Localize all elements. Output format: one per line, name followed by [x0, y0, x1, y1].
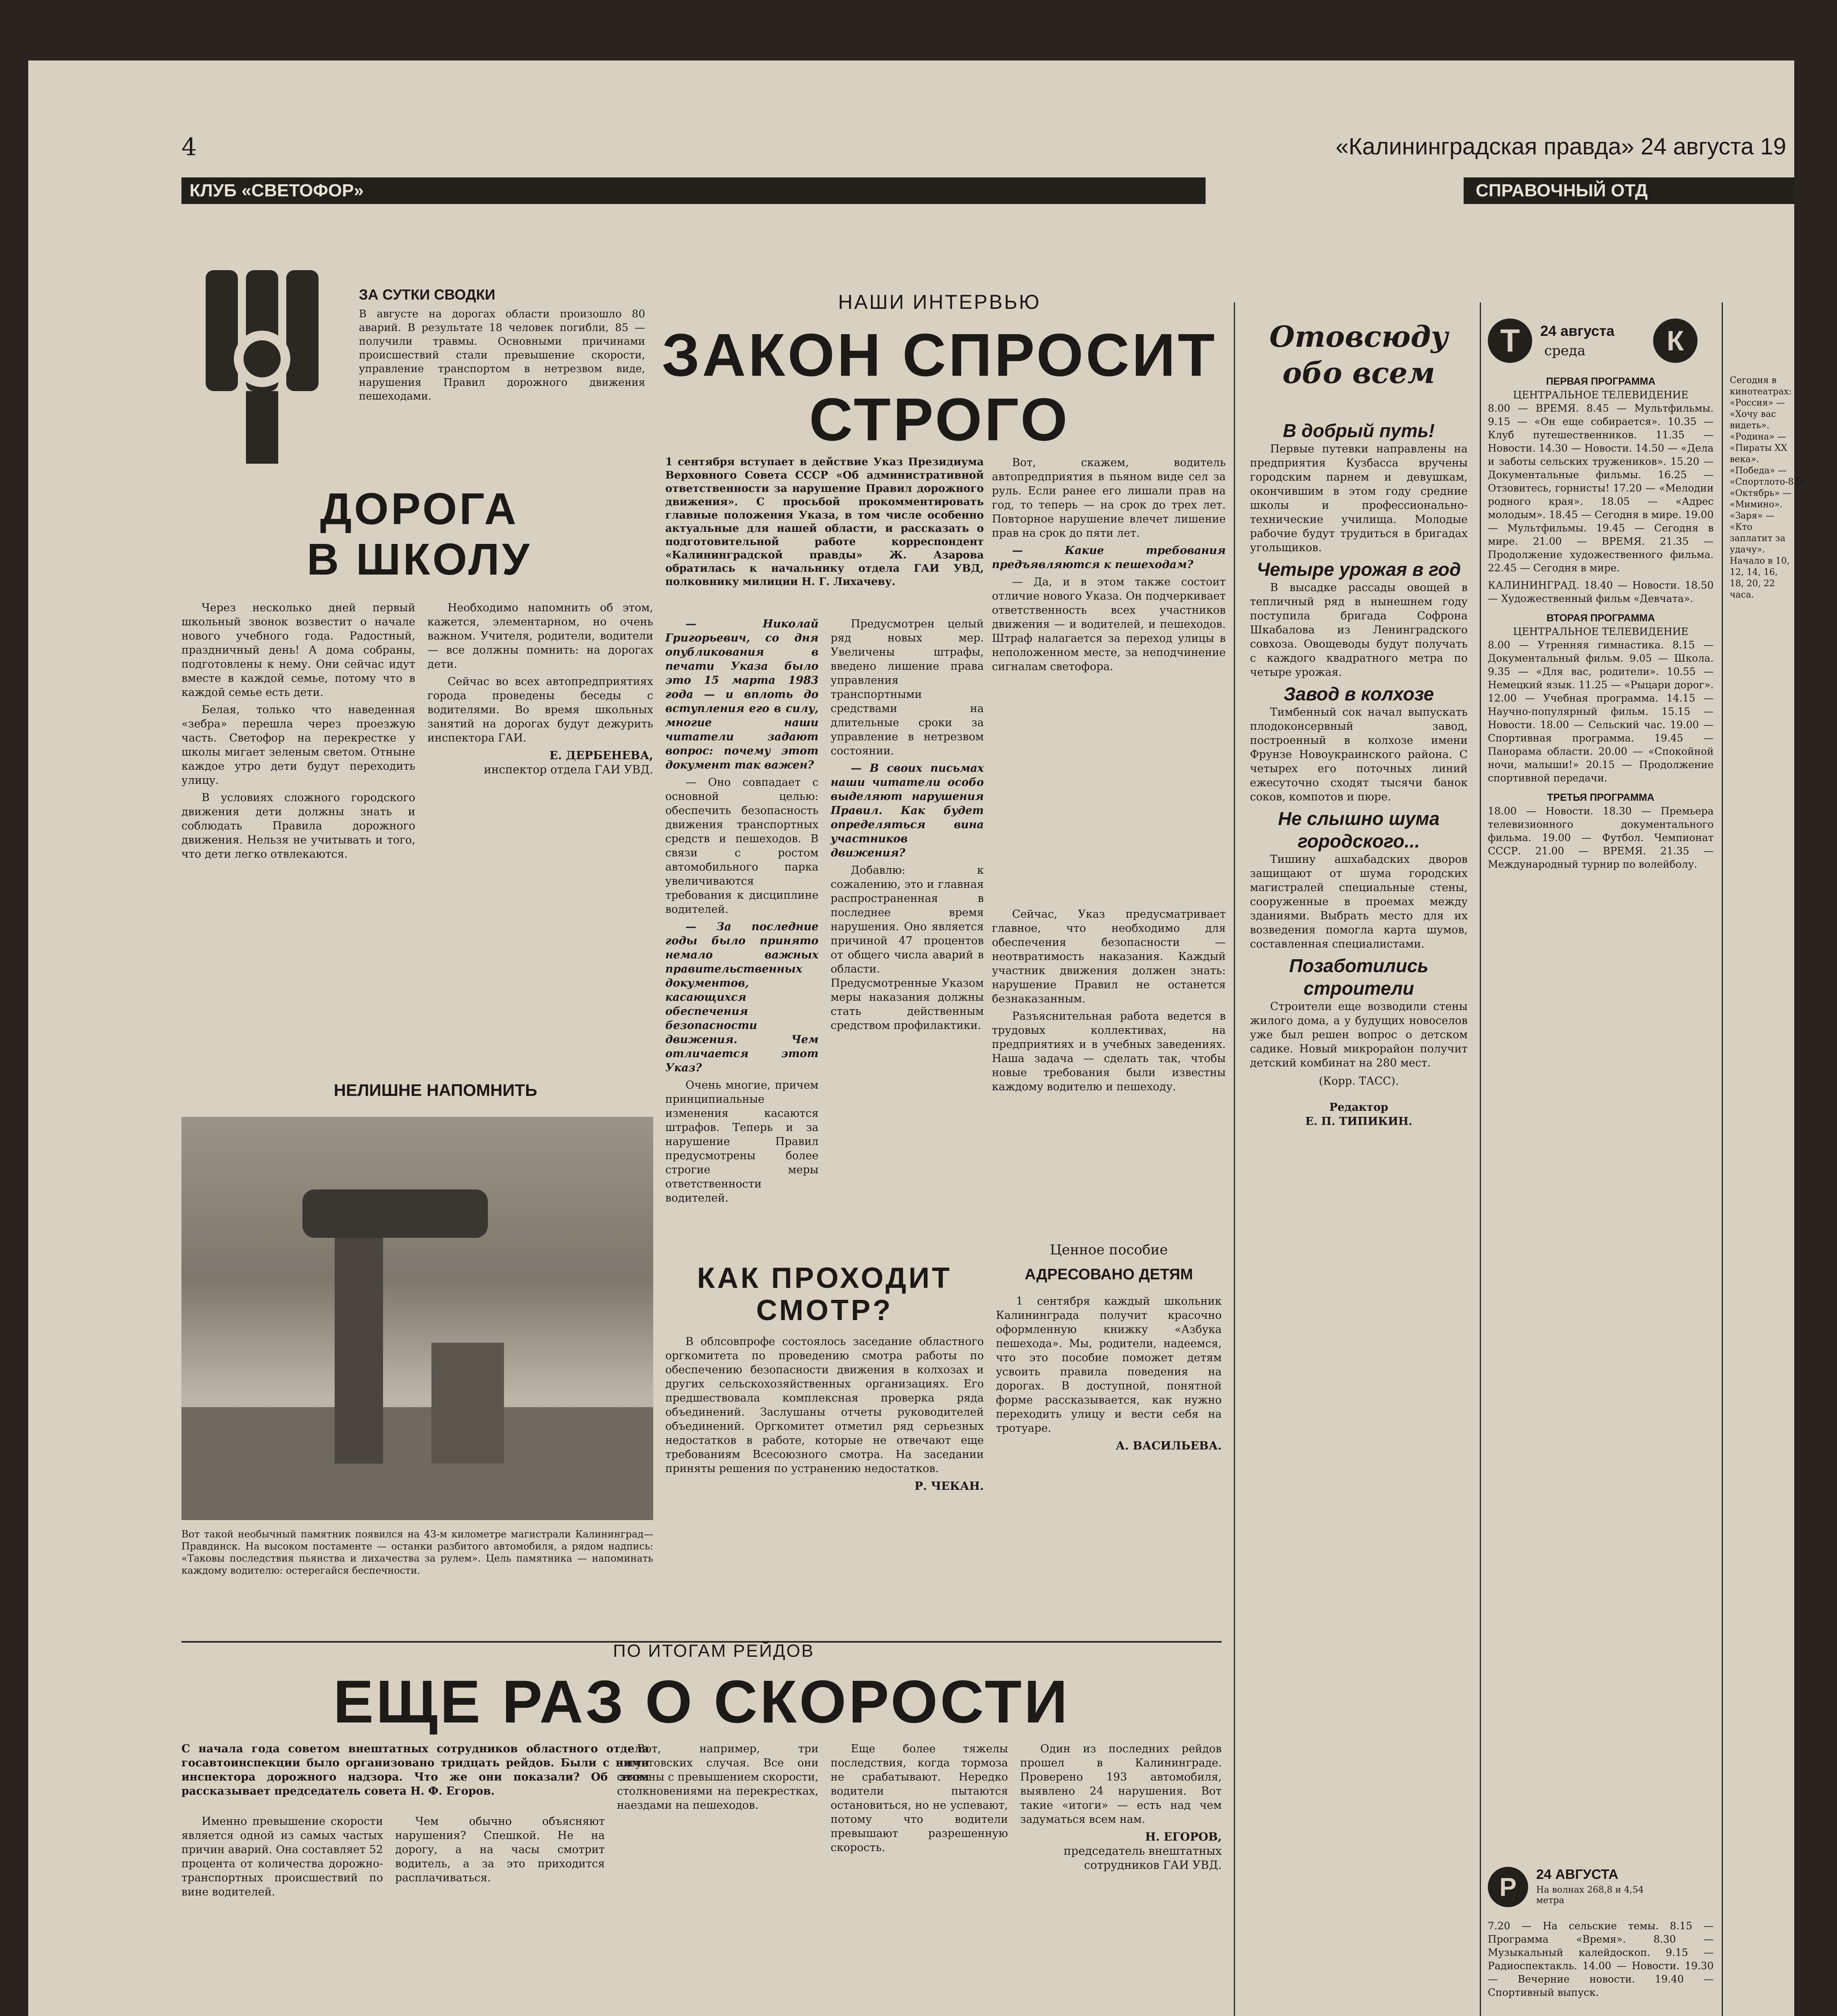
school-title-line-1: ДОРОГА: [320, 484, 519, 534]
otovsyudu-logo-line-1: Отовсюду: [1269, 319, 1448, 354]
radio-date: 24 АВГУСТА: [1536, 1867, 1618, 1882]
interview-a3: Предусмотрен целый ряд новых мер. Увеличены штрафы, введено лишение права управления транспортными средствами на длительные сроки за управление в нетрезвом состоянии.: [831, 618, 984, 757]
inspection-signature: Р. ЧЕКАН.: [914, 1479, 984, 1493]
interview-title-line-2: СТРОГО: [809, 385, 1070, 453]
otovsyudu-logo: [1262, 319, 1456, 399]
raids-position: председатель внештатных сотрудников ГАИ УВД.: [1063, 1844, 1222, 1872]
reference-label: СПРАВОЧНЫЙ ОТД: [1476, 181, 1648, 200]
interview-lead: 1 сентября вступает в действие Указ Президиума Верховного Совета СССР «Об административной ответственности за нарушение Правил дорожного движения». С просьбой прокомментировать главные положения Указа, в том числе особенно актуальные для нашей области, и рассказать о подготовительной работе корреспондент «Калининградской правды» Ж. Азарова обратилась к начальнику отдела ГАИ УВД, полковнику милиции Н. Г. Лихачеву.: [665, 456, 984, 588]
otovsyudu-body: [1250, 419, 1468, 1129]
raids-col-2: [395, 1814, 605, 1888]
reminder-caption: Вот такой необычный памятник появился на 43-м километре магистрали Калининград—Правдинск. На высоком постаменте — останки разбитого автомобиля, а рядом надпись: «Таковы последствия пьянства и лихачества за рулем». Цель памятника — напоминать каждому водителю: остерегайся беспечности.: [181, 1529, 653, 1576]
raids-p1: Именно превышение скорости является одной из самых частых причин аварий. Она составляет 52 процента от количества дорожно-транспортных происшествий по вине водителей.: [181, 1815, 383, 1898]
editor-name: Е. П. ТИПИКИН.: [1305, 1115, 1412, 1128]
otovsyudu-t5: Строители еще возводили стены жилого дома, а у будущих новоселов уже был решен вопрос о детском садике. Новый микрорайон получит детский комбинат на 280 мест.: [1250, 1000, 1468, 1069]
raids-title: ЕЩЕ РАЗ О СКОРОСТИ: [333, 1668, 1070, 1735]
otovsyudu-source: (Корр. ТАСС).: [1318, 1075, 1399, 1087]
tv-kaliningrad-1: КАЛИНИНГРАД. 18.40 — Новости. 18.50 — Художественный фильм «Девчата».: [1488, 579, 1714, 604]
interview-title: [657, 323, 1222, 452]
tv-program-3: 18.00 — Новости. 18.30 — Премьера телевизионного документального фильма. 19.00 — Футбол. Чемпионат СССР. 21.00 — ВРЕМЯ. 21.35 — Международный турнир по волейболу.: [1488, 805, 1714, 870]
handbook-text: 1 сентября каждый школьник Калининграда получит красочно оформленную книжку «Азбука пешехода». Мы, родители, надеемся, что это пособие поможет детям усвоить правила поведения на дорогах. В доступной, понятной форме рассказывается, как нужно переходить улицу и вести себя на тротуаре.: [996, 1295, 1222, 1435]
club-bar: [181, 177, 1206, 204]
tv-channel-2: ВТОРАЯ ПРОГРАММА: [1546, 612, 1655, 624]
inspection-text: В облсовпрофе состоялось заседание областного оргкомитета по проведению смотра работы по обеспечению безопасности движения в колхозах и других сельскохозяйственных организациях. Его предшествовала комплексная проверка ряда объединений. Заслушаны отчеты руководителей объединений. Оргкомитет отметил ряд серьезных недостатков в работе, которые не отвечают еще требованиям Всесоюзного смотра. На заседании приняты решения по устранению недостатков.: [665, 1335, 984, 1475]
interview-q3: — Какие требования предъявляются к пешеходам?: [992, 544, 1226, 571]
newspaper-date: «Калининградская правда» 24 августа 19: [1335, 133, 1786, 160]
inspection-title: [665, 1262, 984, 1327]
school-p2: Белая, только что наведенная «зебра» перешла через проезжую часть. Светофор на перекрестке у школы мигает зеленым светом. Отныне каждое утро дети будут переходить улицу.: [181, 704, 415, 787]
school-p1: Через несколько дней первый школьный звонок возвестит о начале нового учебного года. Радостный, праздничный день! А дома собраны, подготовлены к нему. Они сейчас идут вместе в каждой семье, потому что в каждой семье есть дети.: [181, 602, 415, 699]
summary-box: [359, 286, 645, 403]
radio-icon: Р: [1488, 1867, 1528, 1907]
summary-title: ЗА СУТКИ СВОДКИ: [359, 286, 496, 303]
raids-col-5: [1020, 1742, 1222, 1872]
interview-col-4: [992, 907, 1226, 1097]
svetofor-logo: [181, 262, 343, 472]
reminder-title: НЕЛИШНЕ НАПОМНИТЬ: [333, 1081, 537, 1100]
tv-channel-1: ПЕРВАЯ ПРОГРАММА: [1546, 376, 1656, 387]
interview-a4: Вот, скажем, водитель автопредприятия в пьяном виде сел за руль. Если ранее его лишали прав на год, то теперь — на срок до трех лет. Повторное нарушение влечет лишение прав на срок до пяти лет.: [992, 456, 1226, 539]
right-divider: [1722, 302, 1723, 2016]
tv-ct-1: ЦЕНТРАЛЬНОЕ ТЕЛЕВИДЕНИЕ: [1513, 389, 1689, 401]
tv-divider: [1480, 302, 1481, 2016]
interview-a8: Разъяснительная работа ведется в трудовых коллективах, на предприятиях и в учебных заведениях. Наша задача — сделать так, чтобы новые требования были известны каждому водителю и пешеходу.: [992, 1010, 1226, 1093]
raids-col-3: [617, 1742, 819, 1816]
right-column-text: Сегодня в кинотеатрах: «Россия» — «Хочу вас видеть». «Родина» — «Пираты XX века». «Победа» — «Спортлото-82». «Октябрь» — «Мимино». «Заря» — «Кто заплатит за удачу». Начало в 10, 12, 14, 16, 18, 20, 22 часа.: [1730, 375, 1808, 600]
otovsyudu-t1: Первые путевки направлены на предприятия Кузбасса вручены городским парнем и девушкам, окончившим в этом году средние школы и профессионально-технические училища. Молодые рабочие будут трудиться в бригадах угольщиков.: [1250, 443, 1468, 554]
handbook-rubric: Ценное пособие: [1050, 1242, 1168, 1258]
handbook-signature: А. ВАСИЛЬЕВА.: [1116, 1439, 1222, 1452]
raids-p4: Еще более тяжелы последствия, когда тормоза не срабатывают. Нередко водители пытаются остановиться, но не успевают, потому что водители превышают разрешенную скорость.: [831, 1743, 1008, 1854]
raids-p3: Вот, например, три августовских случая. Все они связаны с превышением скорости, столкновениями на перекрестках, наездами на пешеходов.: [617, 1743, 819, 1812]
monument-photo: [181, 1117, 653, 1520]
handbook-body: [996, 1294, 1222, 1453]
interview-a7: Сейчас, Указ предусматривает главное, что необходимо для обеспечения безопасности — неотвратимость наказания. Каждый участник движения должен знать: нарушение Правил не останется безнаказанным.: [992, 908, 1226, 1005]
handbook-title: АДРЕСОВАНО ДЕТЯМ: [1025, 1266, 1193, 1283]
page-number: 4: [181, 133, 197, 161]
inspection-body: [665, 1335, 984, 1493]
otovsyudu-logo-line-2: обо всем: [1282, 356, 1435, 390]
interview-rubric: НАШИ ИНТЕРВЬЮ: [838, 291, 1041, 313]
raids-lead: С начала года советом внештатных сотрудников областного отдела госавтоинспекции было организовано тридцать рейдов. Были с ними инспектора дорожного надзора. Что же они показали? Об этом рассказывает председатель совета Н. Ф. Егоров.: [181, 1743, 649, 1797]
otovsyudu-h2: Четыре урожая в год: [1256, 559, 1461, 580]
school-title: [198, 484, 641, 585]
otovsyudu-t2: В высадке рассады овощей в тепличный ряд в нынешнем году поступила бригада Софрона Шкабалова из Ленинградского совхоза. Овощеводы будут получать с каждого квадратного метра по четыре урожая.: [1250, 581, 1468, 679]
interview-col-3: [992, 456, 1226, 677]
otovsyudu-h4: Не слышно шума городского...: [1278, 808, 1440, 852]
tv-ct-2: ЦЕНТРАЛЬНОЕ ТЕЛЕВИДЕНИЕ: [1513, 626, 1689, 637]
interview-q2: — За последние годы было принято немало важных правительственных документов, касающихся обеспечения безопасности движения. Чем отличается этот Указ?: [665, 921, 819, 1074]
raids-col-4: [831, 1742, 1008, 1858]
raids-p2: Чем обычно объясняют нарушения? Спешкой. Не на дорогу, а на часы смотрит водитель, а за это приходится расплачиваться.: [395, 1815, 605, 1884]
tv-program-2: 8.00 — Утренняя гимнастика. 8.15 — Документальный фильм. 9.05 — Школа. 9.35 — «Для вас, родители». 10.55 — Немецкий язык. 11.25 — «Рыцари дорог». 12.00 — Учебная программа. 14.15 — Научно-популярный фильм. 15.15 — Новости. 18.00 — Сельский час. 19.00 — Спортивная программа. 19.45 — Панорама области. 20.00 — «Спокойной ночи, малыши!» 20.15 — Продолжение спортивной передачи.: [1488, 639, 1714, 784]
otovsyudu-h3: Завод в колхозе: [1283, 683, 1434, 704]
otovsyudu-h5: Позаботились строители: [1289, 955, 1429, 999]
school-p5: Сейчас во всех автопредприятиях города проведены беседы с водителями. Во время школьных занятий на дорогах будут дежурить инспектора ГАИ.: [427, 675, 653, 744]
editor-label: Редактор: [1329, 1101, 1389, 1114]
raids-rubric: ПО ИТОГАМ РЕЙДОВ: [613, 1641, 814, 1661]
interview-a1: — Оно совпадает с основной целью: обеспечить безопасность движения транспортных средств и пешеходов. В связи с ростом автомобильного парка увеличиваются требования к дисциплине водителей.: [665, 776, 819, 916]
tv-date: 24 августа: [1540, 323, 1614, 339]
school-signature: Е. ДЕРБЕНЕВА,: [549, 749, 653, 762]
tv-icon: Т: [1488, 319, 1532, 363]
interview-a6: Добавлю: к сожалению, это и главная распространенная в последнее время нарушения. Оно является причиной 47 процентов от общего числа аварий в области. Предусмотренные Указом меры наказания должны стать действенным средством профилактики.: [831, 864, 984, 1032]
newspaper-page: [28, 60, 1808, 2016]
radio-program: 7.20 — На сельские темы. 8.15 — Программа «Время». 8.30 — Музыкальный калейдоскоп. 9.15 — Радиоспектакль. 14.00 — Новости. 19.30 — Вечерние новости. 19.40 — Спортивный выпуск.: [1488, 1920, 1714, 1998]
interview-title-line-1: ЗАКОН СПРОСИТ: [662, 321, 1217, 389]
raids-col-1: [181, 1814, 383, 1902]
interview-q4: — В своих письмах наши читатели особо выделяют нарушения Правил. Как будет определяться вина участников движения?: [831, 762, 984, 859]
reference-bar: [1464, 177, 1794, 204]
otovsyudu-h1: В добрый путь!: [1283, 420, 1435, 441]
school-col-1: [181, 601, 415, 864]
club-label: КЛУБ «СВЕТОФОР»: [190, 181, 364, 200]
interview-a5: — Да, и в этом также состоит отличие нового Указа. Он подчеркивает ответственность всех участников движения — и водителей, и пешеходов. Штраф налагается за переход улицы в неположенном месте, за неподчинение сигналам светофора.: [992, 576, 1226, 673]
raids-p5: Один из последних рейдов прошел в Калининграде. Проверено 193 автомобиля, выявлено 24 нарушения. Вот такие «итоги» — есть над чем задуматься всем нам.: [1020, 1743, 1222, 1826]
tv-program-1: 8.00 — ВРЕМЯ. 8.45 — Мультфильмы. 9.15 — «Он еще собирается». 10.35 — Клуб путешественников. 11.35 — Новости. 14.30 — Новости. 14.50 — «Дела и заботы сельских тружеников». 15.20 — Документальные фильмы. 16.25 — Отзовитесь, горнисты! 17.20 — «Мелодии родного края». 18.05 — «Адрес молодым». 18.45 — Сегодня в мире. 19.00 — Мультфильмы. 19.45 — Сегодня в мире. 21.00 — ВРЕМЯ. 21.35 — Продолжение художественного фильма. 22.45 — Сегодня в мире.: [1488, 402, 1714, 574]
tv-weekday: среда: [1544, 343, 1586, 359]
interview-col-1: [665, 617, 819, 1208]
raids-signature: Н. ЕГОРОВ,: [1145, 1830, 1222, 1843]
otovsyudu-t3: Тимбенный сок начал выпускать плодоконсервный завод, построенный в колхозе имени Фрунзе Новоукраинского района. С четырех его поточных линий ежесуточно сходят тысячи банок соков, компотов и пюре.: [1250, 706, 1468, 803]
school-col-2: [427, 601, 653, 777]
school-p4: Необходимо напомнить об этом, кажется, элементарном, но очень важном. Учителя, родители, водители — все должны помнить: на дорогах дети.: [427, 602, 653, 671]
otovsyudu-t4: Тишину ашхабадских дворов защищают от шума городских магистралей специальные стены, сооруженные в проемах между зданиями. Выбрать место для их возведения помогла карта шумов, составленная специалистами.: [1250, 853, 1468, 950]
kino-icon: К: [1653, 319, 1697, 363]
tv-channel-3: ТРЕТЬЯ ПРОГРАММА: [1547, 792, 1654, 803]
tv-listings: [1488, 375, 1714, 871]
school-title-line-2: В ШКОЛУ: [306, 535, 532, 584]
radio-freq: На волнах 268,8 и 4,54 метра: [1536, 1885, 1644, 1906]
column-divider: [1234, 302, 1235, 2016]
summary-text: В августе на дорогах области произошло 80 аварий. В результате 18 человек погибли, 85 — получили травмы. Основными причинами происшествий стали превышение скорости, управление транспортом в нетрезвом виде, нарушения Правил дорожного движения пешеходами.: [359, 308, 645, 402]
school-p3: В условиях сложного городского движения дети должны знать и соблюдать Правила дорожного движения. Нельзя не учитывать и того, что дети легко отвлекаются.: [181, 791, 415, 860]
interview-a2: Очень многие, причем принципиальные изменения касаются штрафов. Теперь и за нарушение Правил предусмотрены более строгие меры ответственности водителей.: [665, 1079, 819, 1204]
interview-q1: — Николай Григорьевич, со дня опубликования в печати Указа было это 15 марта 1983 года — и вплоть до вступления его в силу, многие наши читатели задают вопрос: почему этот документ так важен?: [665, 618, 819, 771]
inspection-title-line-1: КАК ПРОХОДИТ: [697, 1262, 952, 1294]
interview-col-2: [831, 617, 984, 1036]
inspection-title-line-2: СМОТР?: [756, 1294, 893, 1327]
school-position: инспектор отдела ГАИ УВД.: [484, 763, 653, 776]
